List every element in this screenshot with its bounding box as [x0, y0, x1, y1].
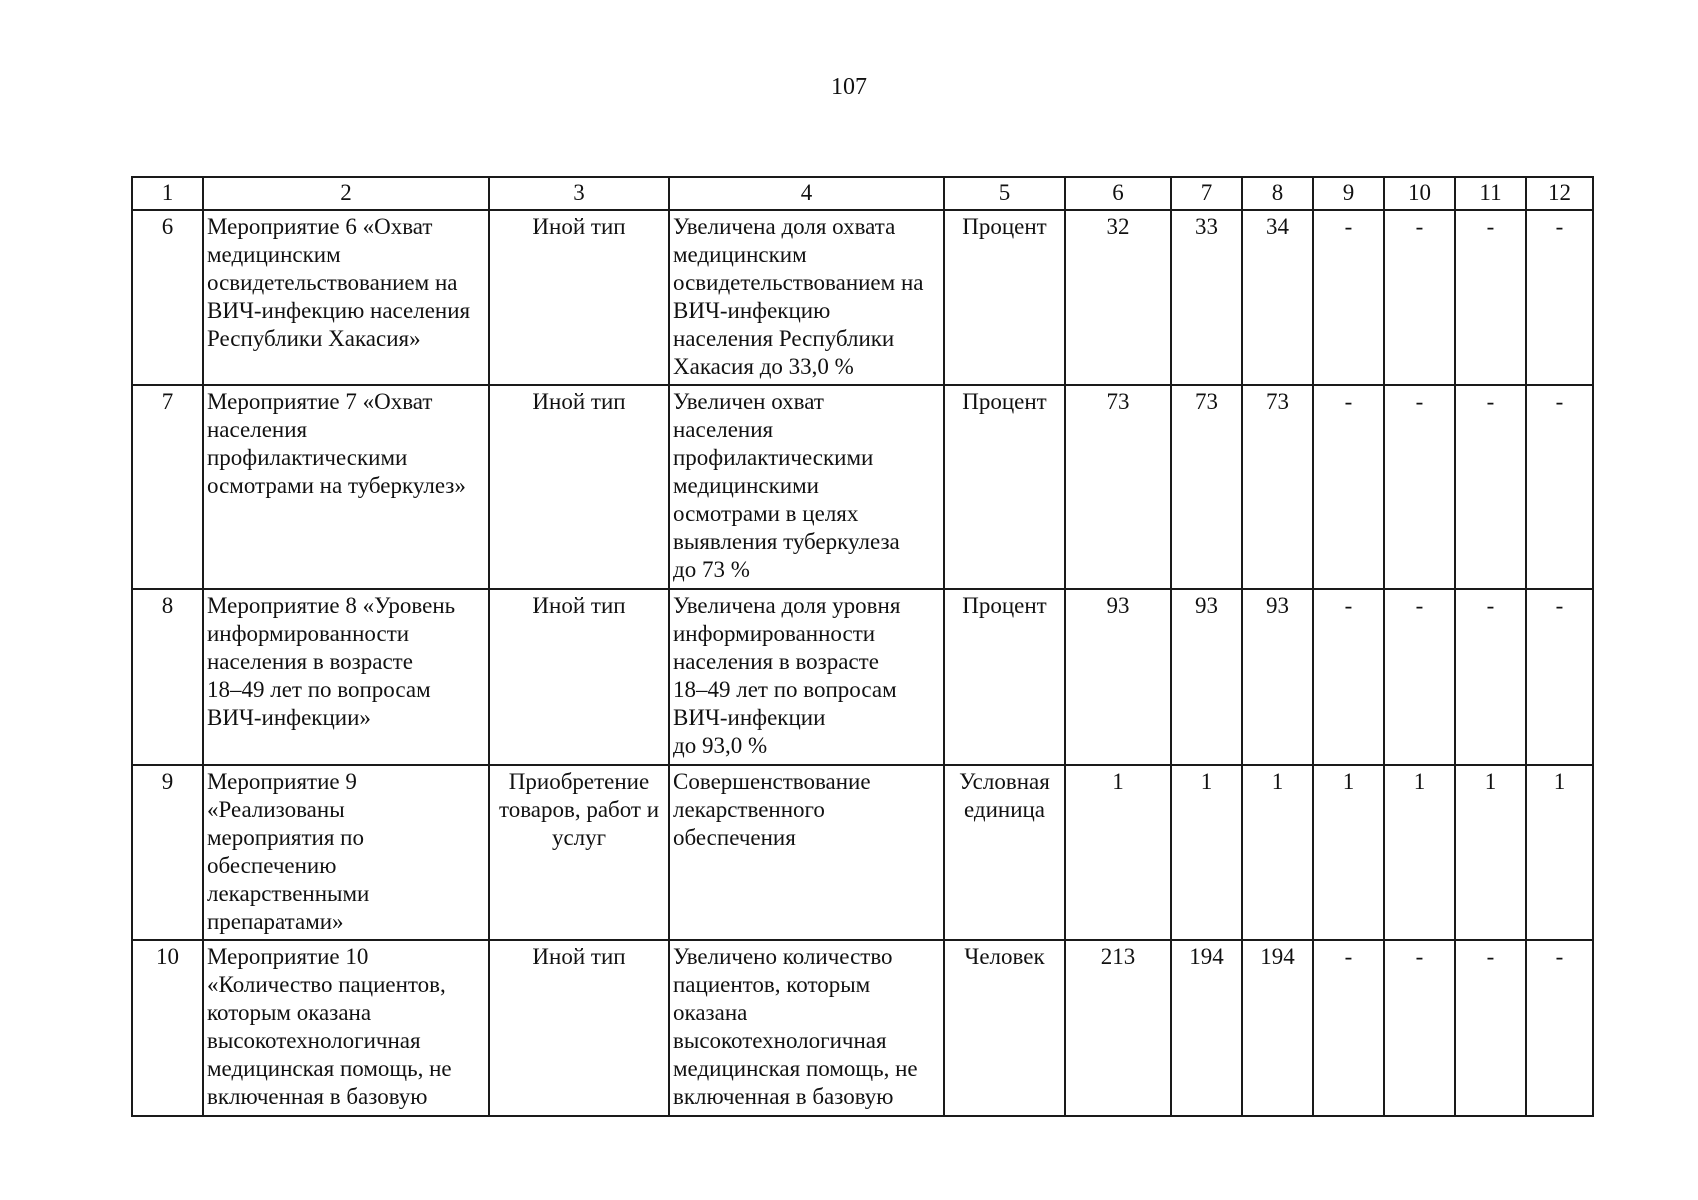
table-row: [132, 210, 1593, 385]
value-cell: -: [1526, 940, 1593, 1116]
measure-name-cell: Мероприятие 10 «Количество пациентов, которым оказана высокотехнологичная медицинская помощь, не включенная в базовую: [203, 940, 489, 1116]
value-cell: 194: [1171, 940, 1242, 1116]
value-cell: 1: [1313, 765, 1384, 940]
value-cell: -: [1313, 940, 1384, 1116]
measure-type-cell: Иной тип: [489, 210, 669, 385]
row-number-cell: 10: [132, 940, 203, 1116]
measure-name-cell: Мероприятие 9 «Реализованы мероприятия по обеспечению лекарственными препаратами»: [203, 765, 489, 940]
value-cell: 1: [1065, 765, 1171, 940]
value-cell: -: [1313, 385, 1384, 589]
table-header-row: [132, 177, 1593, 210]
measure-name-cell: Мероприятие 7 «Охват населения профилактическими осмотрами на туберкулез»: [203, 385, 489, 589]
expected-result-cell: Увеличена доля уровня информированности населения в возрасте 18–49 лет по вопросам ВИЧ-инфекции до 93,0 %: [669, 589, 944, 765]
value-cell: -: [1313, 589, 1384, 765]
value-cell: 73: [1065, 385, 1171, 589]
header-cell: 11: [1455, 177, 1526, 210]
value-cell: -: [1526, 385, 1593, 589]
value-cell: 1: [1384, 765, 1455, 940]
value-cell: 32: [1065, 210, 1171, 385]
header-cell: 7: [1171, 177, 1242, 210]
measure-type-cell: Приобретение товаров, работ и услуг: [489, 765, 669, 940]
value-cell: -: [1384, 589, 1455, 765]
expected-result-cell: Увеличено количество пациентов, которым оказана высокотехнологичная медицинская помощь, не включенная в базовую: [669, 940, 944, 1116]
measure-name-cell: Мероприятие 6 «Охват медицинским освидетельствованием на ВИЧ-инфекцию населения Республики Хакасия»: [203, 210, 489, 385]
header-cell: 9: [1313, 177, 1384, 210]
value-cell: 93: [1242, 589, 1313, 765]
header-cell: 4: [669, 177, 944, 210]
value-cell: 73: [1171, 385, 1242, 589]
table-body: [132, 177, 1593, 1116]
header-cell: 2: [203, 177, 489, 210]
value-cell: 194: [1242, 940, 1313, 1116]
value-cell: -: [1526, 210, 1593, 385]
header-cell: 8: [1242, 177, 1313, 210]
value-cell: 93: [1065, 589, 1171, 765]
value-cell: 33: [1171, 210, 1242, 385]
value-cell: -: [1455, 210, 1526, 385]
value-cell: -: [1384, 385, 1455, 589]
value-cell: 34: [1242, 210, 1313, 385]
value-cell: 213: [1065, 940, 1171, 1116]
expected-result-cell: Увеличена доля охвата медицинским освидетельствованием на ВИЧ-инфекцию населения Республики Хакасия до 33,0 %: [669, 210, 944, 385]
row-number-cell: 6: [132, 210, 203, 385]
unit-cell: Человек: [944, 940, 1065, 1116]
page-number: 107: [831, 74, 867, 100]
value-cell: -: [1526, 589, 1593, 765]
value-cell: -: [1384, 940, 1455, 1116]
value-cell: -: [1455, 385, 1526, 589]
row-number-cell: 7: [132, 385, 203, 589]
header-cell: 10: [1384, 177, 1455, 210]
table-row: [132, 385, 1593, 589]
unit-cell: Условная единица: [944, 765, 1065, 940]
table-row: [132, 589, 1593, 765]
value-cell: -: [1384, 210, 1455, 385]
measure-type-cell: Иной тип: [489, 589, 669, 765]
value-cell: 1: [1242, 765, 1313, 940]
header-cell: 1: [132, 177, 203, 210]
table-row: [132, 765, 1593, 940]
value-cell: -: [1455, 589, 1526, 765]
measure-type-cell: Иной тип: [489, 385, 669, 589]
value-cell: -: [1313, 210, 1384, 385]
header-cell: 3: [489, 177, 669, 210]
value-cell: 1: [1455, 765, 1526, 940]
value-cell: 73: [1242, 385, 1313, 589]
unit-cell: Процент: [944, 210, 1065, 385]
measures-table: [131, 176, 1594, 1117]
expected-result-cell: Совершенствование лекарственного обеспечения: [669, 765, 944, 940]
unit-cell: Процент: [944, 385, 1065, 589]
value-cell: 1: [1526, 765, 1593, 940]
expected-result-cell: Увеличен охват населения профилактическими медицинскими осмотрами в целях выявления туберкулеза до 73 %: [669, 385, 944, 589]
value-cell: 93: [1171, 589, 1242, 765]
header-cell: 5: [944, 177, 1065, 210]
header-cell: 12: [1526, 177, 1593, 210]
measure-name-cell: Мероприятие 8 «Уровень информированности населения в возрасте 18–49 лет по вопросам ВИЧ-инфекции»: [203, 589, 489, 765]
value-cell: -: [1455, 940, 1526, 1116]
row-number-cell: 8: [132, 589, 203, 765]
header-cell: 6: [1065, 177, 1171, 210]
row-number-cell: 9: [132, 765, 203, 940]
table-row: [132, 940, 1593, 1116]
unit-cell: Процент: [944, 589, 1065, 765]
value-cell: 1: [1171, 765, 1242, 940]
measure-type-cell: Иной тип: [489, 940, 669, 1116]
